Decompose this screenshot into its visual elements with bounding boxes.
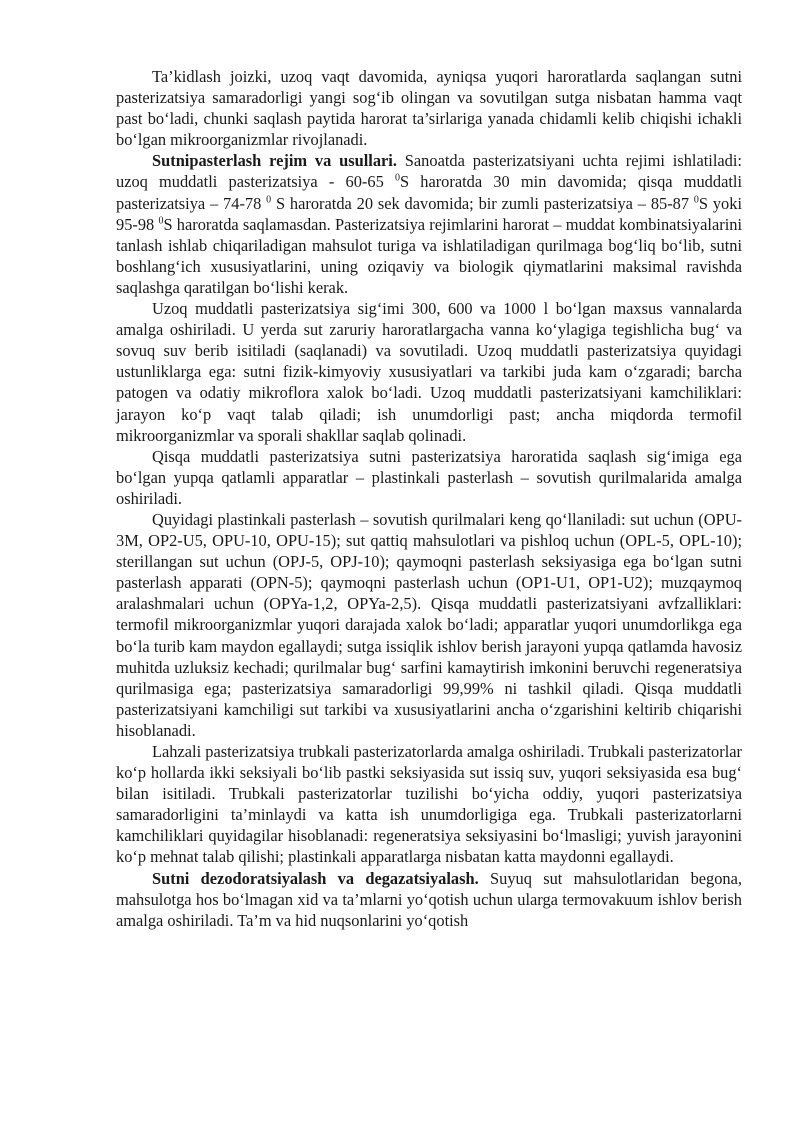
degree-mark: 0 xyxy=(394,173,400,184)
section-heading-deodorization: Sutni dezodoratsiyalash va degazatsiyalash. xyxy=(152,868,479,888)
document-page xyxy=(116,66,742,931)
paragraph-3 xyxy=(116,298,742,446)
paragraph-2-part-3: S haroratda 20 sek davomida; bir zumli pasterizatsiya – 85-87 xyxy=(271,193,694,213)
paragraph-2-part-4: S yoki 95-98 xyxy=(116,193,742,234)
degree-mark: 0 xyxy=(266,194,272,206)
paragraph-3-text: Uzoq muddatli pasterizatsiya sig‘imi 300, 600 va 1000 l bo‘lgan maxsus vannalarda amalga oshiriladi. U yerda sut zaruriy haroratlargacha vanna ko‘ylagiga tegishlicha bug‘ va sovuq suv berib isitiladi (saqlanadi) va sovutiladi. Uzoq muddatli pasterizatsiya quyidagi ustunliklarga ega: sutni fizik-kimyoviy xususiyatlari va tarkibi juda kam o‘zgaradi; barcha patogen va odatiy mikroflora xalok bo‘ladi. Uzoq muddatli pasterizatsiyani kamchiliklari: jarayon ko‘p vaqt talab qiladi; ish unumdorligi past; ancha miqdorda termofil mikroorganizmlar va sporali shakllar saqlab qolinadi. xyxy=(116,299,742,445)
paragraph-1-text: Ta’kidlash joizki, uzoq vaqt davomida, ayniqsa yuqori haroratlarda saqlangan sutni pasterizatsiya samaradorligi yangi sog‘ib olingan va sovutilgan sutga nisbatan hamma vaqt past bo‘ladi, chunki saqlash paytida harorat ta’sirlariga yanada chidamli kelib chiqishi ichakli bo‘lgan mikroorganizmlar rivojlanadi. xyxy=(116,67,742,150)
degree-mark: 0 xyxy=(158,215,164,227)
paragraph-2-part-5: S haroratda saqlamasdan. Pasterizatsiya rejimlarini harorat – muddat kombinatsiyalarini tanlash ishlab chiqariladigan mahsulot turiga va ishlatiladigan qurilmaga bog‘liq bo‘lib, sutni boshlang‘ich xususiyatlarini, uning oziqaviy va biologik qiymatlarini maksimal ravishda saqlashga qaratilgan bo‘lishi kerak. xyxy=(116,214,742,297)
paragraph-7 xyxy=(116,868,742,931)
paragraph-4 xyxy=(116,446,742,509)
paragraph-5-text: Quyidagi plastinkali pasterlash – sovutish qurilmalari keng qo‘llaniladi: sut uchun (OPU-3M, OP2-U5, OPU-10, OPU-15); sut qattiq mahsulotlari va pishloq uchun (OPL-5, OPL-10); sterillangan sut uchun (OPJ-5, OPJ-10); qaymoqni pasterlash seksiyasiga ega bo‘lgan sutni pasterlash apparati (OPN-5); qaymoqni pasterlash uchun (OP1-U1, OP1-U2); muzqaymoq aralashmalari uchun (OPYa-1,2, OPYa-2,5). Qisqa muddatli pasterizatsiyani avfzalliklari: termofil mikroorganizmlar yuqori darajada xalok bo‘ladi; apparatlar yuqori unumdorlikga ega bo‘la turib kam maydon egallaydi; sutga issiqlik ishlov berish jarayoni yupqa qatlamda havosiz muhitda uzluksiz kechadi; qurilmalar bug‘ sarfini kamaytirish imkonini beruvchi regeneratsiya qurilmasiga ega; pasterizatsiya samaradorligi 99,99% ni tashkil qiladi. Qisqa muddatli pasterizatsiyani kamchiligi sut tarkibi va xususiyatlarini ancha o‘zgarishini keltirib chiqarishi hisoblanadi. xyxy=(116,509,742,740)
paragraph-2 xyxy=(116,150,742,298)
paragraph-5 xyxy=(116,509,742,741)
paragraph-4-text: Qisqa muddatli pasterizatsiya sutni pasterizatsiya haroratida saqlash sig‘imiga ega bo‘lgan yupqa qatlamli apparatlar – plastinkali pasterlash – sovutish qurilmalarida amalga oshiriladi. xyxy=(116,446,742,508)
paragraph-1 xyxy=(116,66,742,150)
paragraph-6-text: Lahzali pasterizatsiya trubkali pasterizatorlarda amalga oshiriladi. Trubkali pasterizatorlar ko‘p hollarda ikki seksiyali bo‘lib pastki seksiyasida sut issiq suv, yuqori seksiyasida esa bug‘ bilan isitiladi. Trubkali pasterizatorlar tuzilishi bo‘yicha oddiy, yuqori pasterizatsiya samaradorligini ta’minlaydi va katta ish unumdorligiga ega. Trubkali pasterizatorlarni kamchiliklari quyidagilar hisoblanadi: regeneratsiya seksiyasini bo‘lmasligi; yuvish jarayonini ko‘p mehnat talab qilishi; plastinkali apparatlarga nisbatan katta maydonni egallaydi. xyxy=(116,742,742,867)
paragraph-2-part-2: S haroratda 30 min davomida; qisqa muddatli pasterizatsiya – 74-78 xyxy=(116,172,743,213)
paragraph-2-part-1: Sanoatda pasterizatsiyani uchta rejimi ishlatiladi: uzoq muddatli pasterizatsiya - 60-65 xyxy=(116,151,742,192)
paragraph-6 xyxy=(116,741,742,868)
section-heading-pasteurization-modes: Sutnipasterlash rejim va usullari. xyxy=(152,151,397,171)
paragraph-7-text: Suyuq sut mahsulotlaridan begona, mahsulotga hos bo‘lmagan xid va ta’mlarni yo‘qotish uchun ularga termovakuum ishlov berish amalga oshiriladi. Ta’m va hid nuqsonlarini yo‘qotish xyxy=(116,868,742,930)
degree-mark: 0 xyxy=(693,194,699,206)
